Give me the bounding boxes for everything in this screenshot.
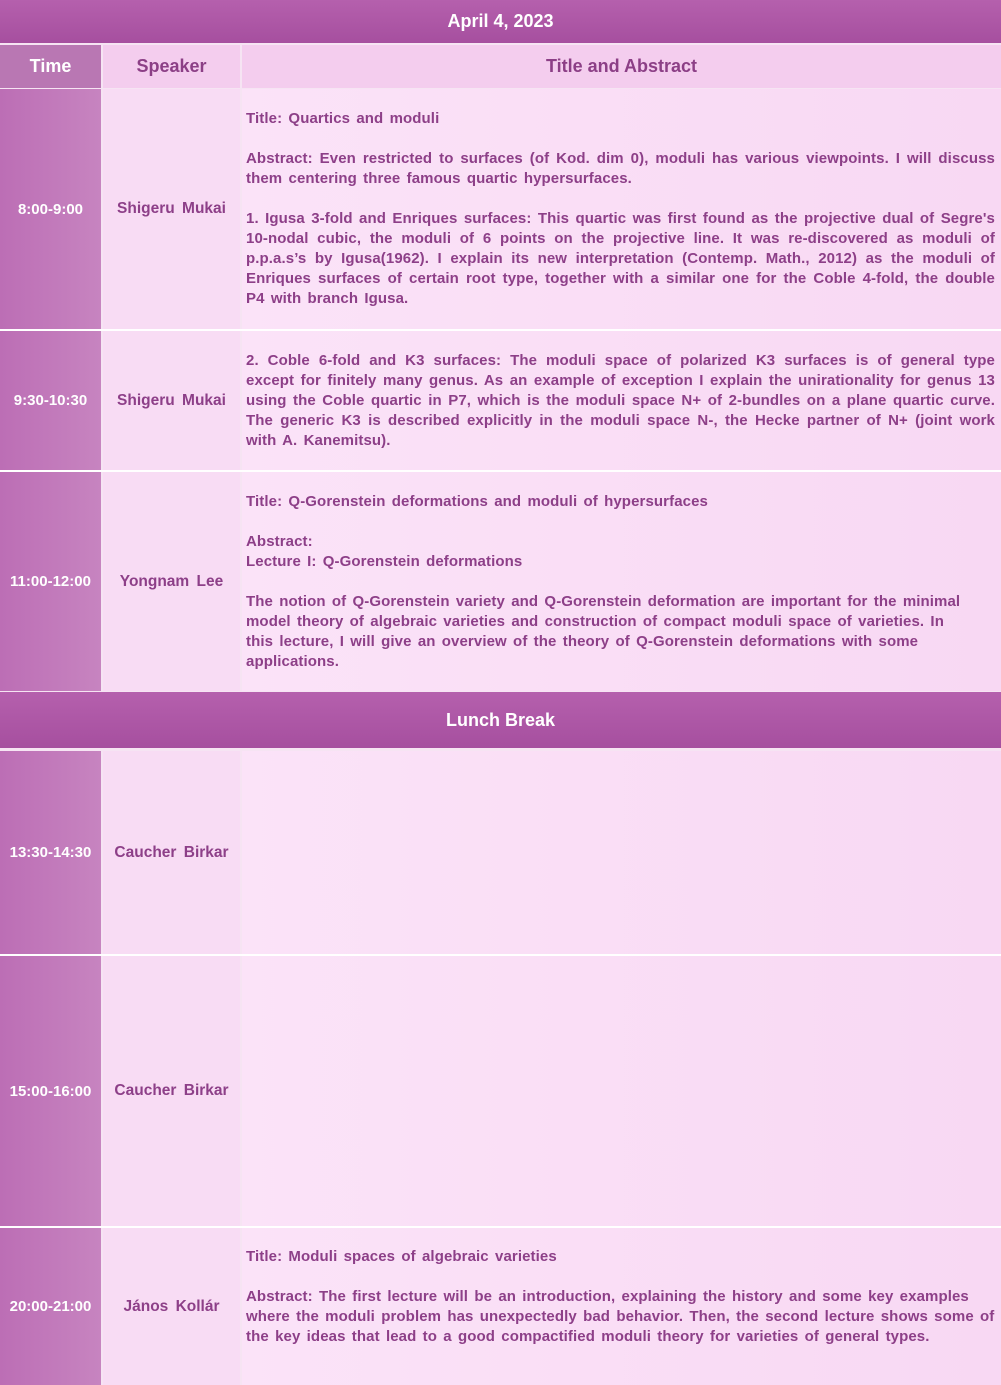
session-speaker: Yongnam Lee [103, 472, 240, 691]
table-row [0, 89, 1001, 329]
table-row [0, 331, 1001, 470]
session-details [242, 751, 1001, 954]
session-time: 11:00-12:00 [0, 472, 101, 691]
table-row [0, 1228, 1001, 1385]
session-time: 15:00-16:00 [0, 956, 101, 1226]
session-time: 13:30-14:30 [0, 751, 101, 954]
table-row [0, 751, 1001, 954]
talk-abstract: Abstract: The first lecture will be an introduction, explaining the history and some key examples where the moduli problem has unexpectedly bad behavior. Then, the second lecture shows some of the key ideas that lead to a good compactified moduli theory for varieties of general types. [246, 1288, 995, 1345]
column-header-speaker: Speaker [103, 45, 240, 88]
table-row [0, 472, 1001, 691]
session-time: 9:30-10:30 [0, 331, 101, 470]
session-time: 8:00-9:00 [0, 89, 101, 329]
talk-title: Title: Moduli spaces of algebraic varieties [246, 1248, 557, 1265]
session-time: 20:00-21:00 [0, 1228, 101, 1385]
lunch-break-banner: Lunch Break [0, 692, 1001, 748]
column-header-time: Time [0, 45, 101, 88]
lecture-title: Lecture I: Q-Gorenstein deformations [246, 552, 523, 570]
talk-abstract-part-2: 2. Coble 6-fold and K3 surfaces: The moduli space of polarized K3 surfaces is of general type except for finitely many genus. As an example of exception I explain the unirationality for genus 13 using the Coble quartic in P7, which is the moduli space N+ of 2-bundles on a plane quartic curve. The generic K3 is described explicitly in the moduli space N-, the Hecke partner of N+ (joint work with A. Kanemitsu). [246, 351, 995, 449]
session-speaker: János Kollár [103, 1228, 240, 1385]
session-details [242, 1228, 1001, 1385]
talk-abstract: Abstract: Even restricted to surfaces (of Kod. dim 0), moduli has various viewpoints. I will discuss them centering three famous quartic hypersurfaces. [246, 150, 995, 187]
talk-title: Title: Quartics and moduli [246, 110, 440, 127]
session-details [242, 472, 1001, 691]
column-header-title: Title and Abstract [242, 45, 1001, 88]
talk-abstract: The notion of Q-Gorenstein variety and Q-Gorenstein deformation are important for the minimal model theory of algebraic varieties and construction of compact moduli space of varieties. In this lecture, I will give an overview of the theory of Q-Gorenstein deformations with some applications. [246, 592, 961, 670]
session-details [242, 331, 1001, 470]
talk-abstract-label: Abstract: [246, 532, 313, 550]
session-details [242, 956, 1001, 1226]
date-header: April 4, 2023 [0, 0, 1001, 43]
session-speaker: Caucher Birkar [103, 751, 240, 954]
session-details [242, 89, 1001, 329]
talk-abstract-part-1: 1. Igusa 3-fold and Enriques surfaces: This quartic was first found as the projective dual of Segre's 10-nodal cubic, the moduli of 6 points on the projective line. It was re-discovered as moduli of p.p.a.s’s by Igusa(1962). I explain its new interpretation (Contemp. Math., 2012) as the moduli of Enriques surfaces of certain root type, together with a similar one for the Coble 4-fold, the double P4 with branch Igusa. [246, 210, 995, 307]
session-speaker: Shigeru Mukai [103, 331, 240, 470]
session-speaker: Shigeru Mukai [103, 89, 240, 329]
session-speaker: Caucher Birkar [103, 956, 240, 1226]
talk-title: Title: Q-Gorenstein deformations and moduli of hypersurfaces [246, 492, 708, 510]
table-row [0, 956, 1001, 1226]
